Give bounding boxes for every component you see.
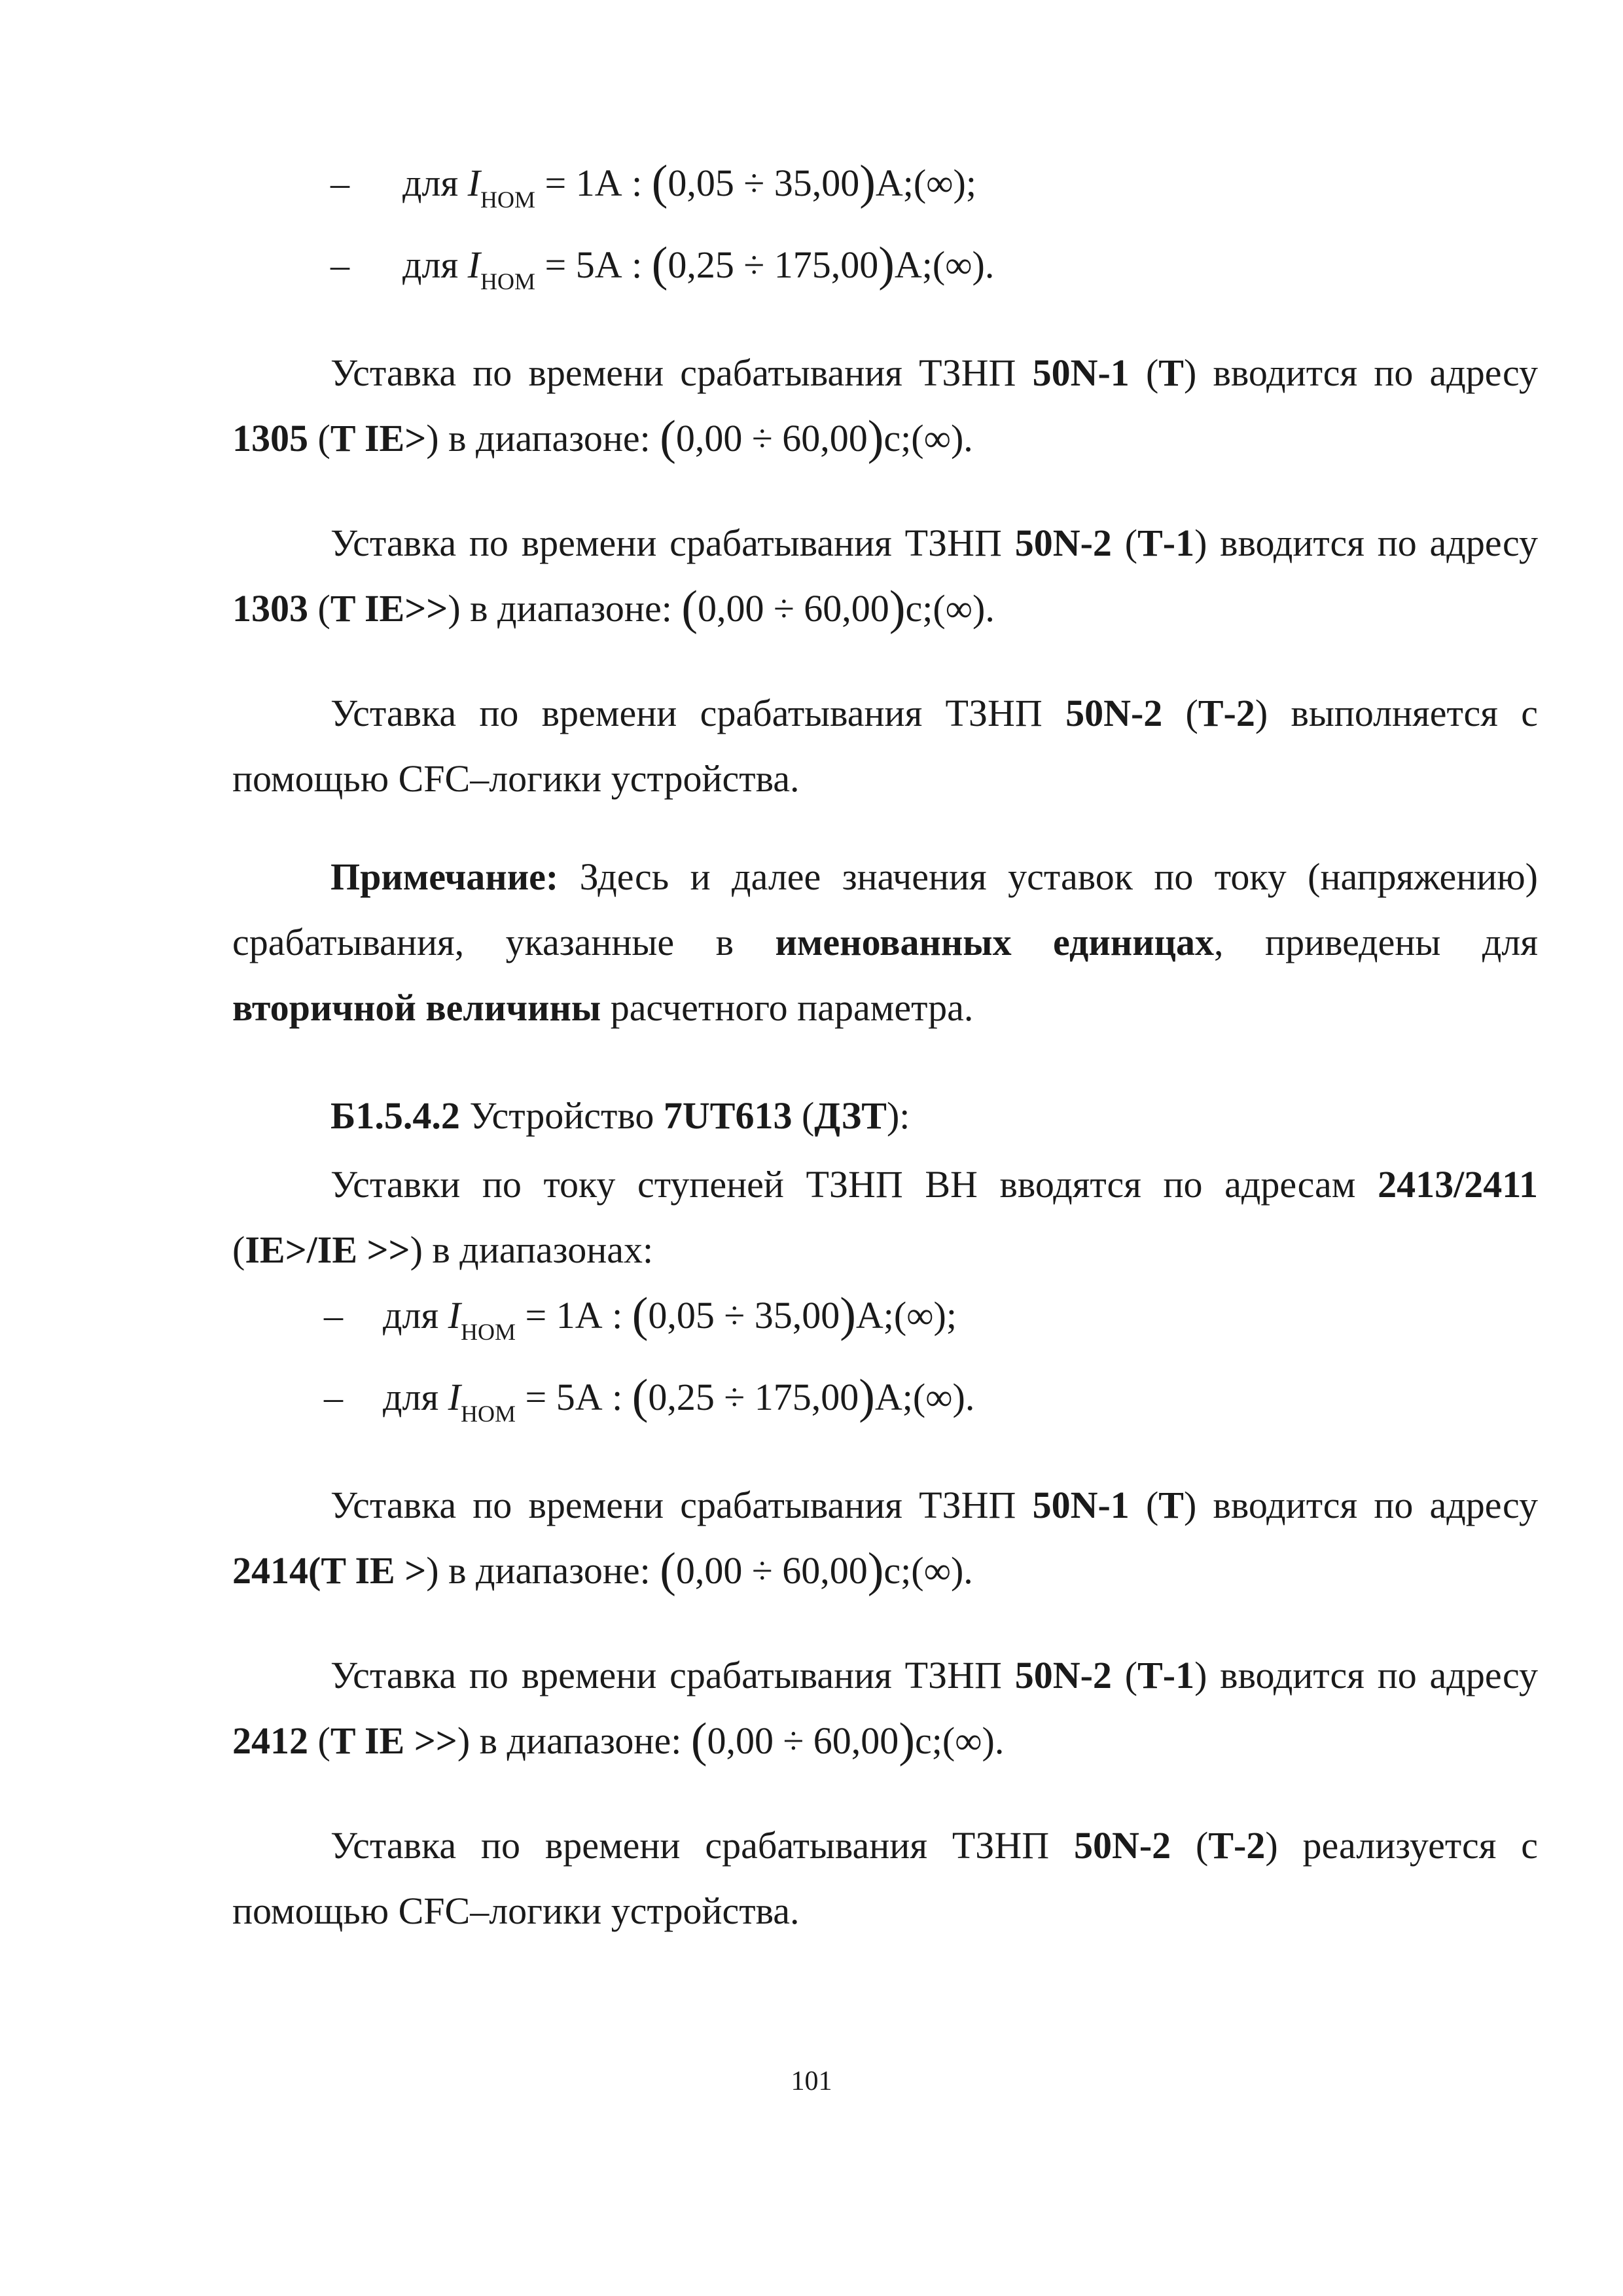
note-line: Примечание: Здесь и далее значения уставок по току (напряжению) <box>330 855 1538 898</box>
paragraph-line: 1303 (T IE>>) в диапазоне: (0,00 ÷ 60,00)с;(∞). <box>232 581 995 635</box>
formula: $I_{НОМ} = 1А$ : (0,05 ÷ 35,00)А;(∞); <box>448 1288 957 1345</box>
note-line: вторичной величины расчетного параметра. <box>232 986 974 1029</box>
dash: – <box>324 1376 343 1418</box>
paragraph-line: 1305 (T IE>) в диапазоне: (0,00 ÷ 60,00)с;(∞). <box>232 411 973 465</box>
paragraph-line: (IE>/IE >>) в диапазонах: <box>232 1229 654 1271</box>
list-prefix: для <box>402 162 459 204</box>
paragraph-line: Уставка по времени срабатывания ТЗНП 50N-1 (Т) вводится по адресу <box>330 351 1538 394</box>
list-prefix: для <box>402 243 459 286</box>
formula: $I_{НОМ} = 5А$ : (0,25 ÷ 175,00)А;(∞). <box>448 1370 975 1427</box>
list-prefix: для <box>383 1376 439 1418</box>
paragraph-line: помощью CFC–логики устройства. <box>232 757 800 800</box>
list-item <box>324 1283 957 1353</box>
paragraph-line: Уставка по времени срабатывания ТЗНП 50N-2 (Т-2) реализуется с <box>330 1824 1538 1867</box>
list-item <box>330 232 994 302</box>
dash: – <box>324 1294 343 1336</box>
formula: $I_{НОМ} = 1А$ : (0,05 ÷ 35,00)А;(∞); <box>467 156 976 213</box>
paragraph-line: Уставка по времени срабатывания ТЗНП 50N-1 (Т) вводится по адресу <box>330 1484 1538 1526</box>
section-heading: Б1.5.4.2 Устройство 7UT613 (ДЗТ): <box>330 1094 910 1137</box>
paragraph-line: Уставка по времени срабатывания ТЗНП 50N-2 (Т-1) вводится по адресу <box>330 1654 1538 1696</box>
paragraph-line: 2412 (T IE >>) в диапазоне: (0,00 ÷ 60,00)с;(∞). <box>232 1713 1005 1767</box>
list-prefix: для <box>383 1294 439 1336</box>
list-item <box>324 1365 974 1435</box>
paragraph-line: Уставка по времени срабатывания ТЗНП 50N-2 (Т-2) выполняется с <box>330 692 1538 734</box>
formula: $I_{НОМ} = 5А$ : (0,25 ÷ 175,00)А;(∞). <box>467 238 995 295</box>
list-item <box>330 151 976 221</box>
paragraph-line: Уставка по времени срабатывания ТЗНП 50N-2 (Т-1) вводится по адресу <box>330 522 1538 564</box>
paragraph-line: 2414(T IE >) в диапазоне: (0,00 ÷ 60,00)с;(∞). <box>232 1543 973 1597</box>
dash: – <box>330 243 349 286</box>
note-line: срабатывания, указанные в именованных единицах, приведены для <box>232 921 1538 963</box>
paragraph-line: помощью CFC–логики устройства. <box>232 1890 800 1932</box>
paragraph-line: Уставки по току ступеней ТЗНП ВН вводятся по адресам 2413/2411 <box>330 1163 1538 1206</box>
page-number: 101 <box>791 2066 832 2096</box>
dash: – <box>330 162 349 204</box>
